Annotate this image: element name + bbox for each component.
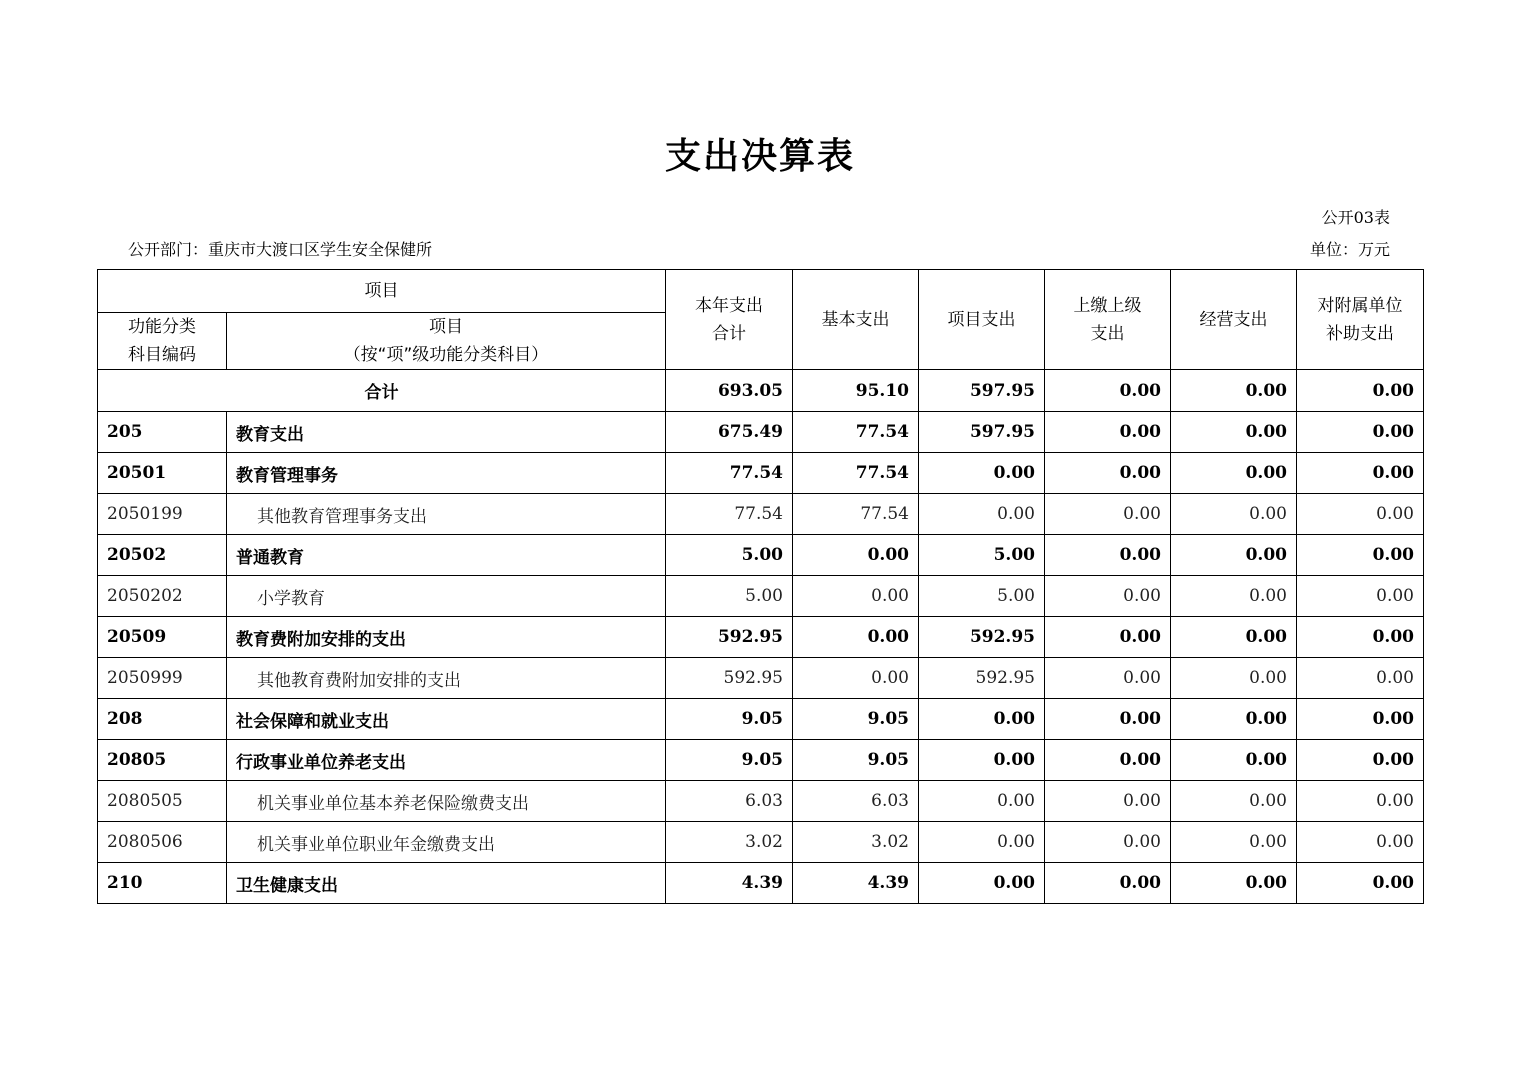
cell-business: 0.00 <box>1171 863 1297 904</box>
cell-code: 20502 <box>98 535 227 576</box>
cell-subsidy: 0.00 <box>1297 412 1424 453</box>
header-code-line2: 科目编码 <box>128 345 196 365</box>
cell-upper: 0.00 <box>1045 740 1171 781</box>
cell-name: 小学教育 <box>227 576 666 617</box>
total-project: 597.95 <box>919 370 1045 412</box>
cell-project: 592.95 <box>919 658 1045 699</box>
cell-project: 597.95 <box>919 412 1045 453</box>
header-code-line1: 功能分类 <box>128 317 196 337</box>
table-row <box>98 535 1424 576</box>
header-upper-line1: 上缴上级 <box>1073 295 1142 316</box>
cell-business: 0.00 <box>1171 658 1297 699</box>
cell-total: 77.54 <box>666 494 793 535</box>
cell-upper: 0.00 <box>1045 699 1171 740</box>
header-total-line2: 合计 <box>712 323 746 344</box>
cell-subsidy: 0.00 <box>1297 617 1424 658</box>
cell-name: 卫生健康支出 <box>227 863 666 904</box>
cell-total: 5.00 <box>666 576 793 617</box>
cell-subsidy: 0.00 <box>1297 535 1424 576</box>
table-row <box>98 822 1424 863</box>
cell-project: 0.00 <box>919 740 1045 781</box>
cell-upper: 0.00 <box>1045 863 1171 904</box>
cell-name: 行政事业单位养老支出 <box>227 740 666 781</box>
header-code <box>98 313 227 370</box>
cell-business: 0.00 <box>1171 576 1297 617</box>
cell-business: 0.00 <box>1171 699 1297 740</box>
cell-basic: 77.54 <box>793 412 919 453</box>
cell-total: 6.03 <box>666 781 793 822</box>
cell-business: 0.00 <box>1171 412 1297 453</box>
cell-basic: 0.00 <box>793 617 919 658</box>
cell-project: 5.00 <box>919 576 1045 617</box>
cell-upper: 0.00 <box>1045 658 1171 699</box>
cell-upper: 0.00 <box>1045 412 1171 453</box>
cell-name: 机关事业单位基本养老保险缴费支出 <box>227 781 666 822</box>
header-name <box>227 313 666 370</box>
table-row <box>98 617 1424 658</box>
header-upper <box>1045 270 1171 370</box>
header-row-1 <box>98 270 1424 313</box>
cell-basic: 9.05 <box>793 699 919 740</box>
cell-name: 教育管理事务 <box>227 453 666 494</box>
cell-code: 2050202 <box>98 576 227 617</box>
cell-upper: 0.00 <box>1045 822 1171 863</box>
cell-project: 0.00 <box>919 863 1045 904</box>
cell-subsidy: 0.00 <box>1297 822 1424 863</box>
cell-name: 其他教育费附加安排的支出 <box>227 658 666 699</box>
table-row <box>98 699 1424 740</box>
table-row <box>98 781 1424 822</box>
cell-business: 0.00 <box>1171 740 1297 781</box>
total-label: 合计 <box>98 370 666 412</box>
cell-basic: 77.54 <box>793 494 919 535</box>
cell-business: 0.00 <box>1171 822 1297 863</box>
header-item: 项目 <box>98 270 666 313</box>
table-row <box>98 412 1424 453</box>
cell-subsidy: 0.00 <box>1297 740 1424 781</box>
header-total <box>666 270 793 370</box>
cell-code: 2080506 <box>98 822 227 863</box>
cell-business: 0.00 <box>1171 617 1297 658</box>
cell-code: 2050999 <box>98 658 227 699</box>
table-row <box>98 863 1424 904</box>
cell-project: 5.00 <box>919 535 1045 576</box>
cell-code: 2080505 <box>98 781 227 822</box>
cell-upper: 0.00 <box>1045 535 1171 576</box>
cell-name: 普通教育 <box>227 535 666 576</box>
cell-subsidy: 0.00 <box>1297 453 1424 494</box>
cell-total: 77.54 <box>666 453 793 494</box>
header-subsidy-line1: 对附属单位 <box>1317 295 1403 316</box>
cell-project: 0.00 <box>919 822 1045 863</box>
unit-label: 单位：万元 <box>1309 240 1390 259</box>
cell-total: 4.39 <box>666 863 793 904</box>
cell-project: 0.00 <box>919 453 1045 494</box>
form-number: 公开03表 <box>1321 208 1390 227</box>
cell-total: 592.95 <box>666 617 793 658</box>
cell-name: 机关事业单位职业年金缴费支出 <box>227 822 666 863</box>
cell-subsidy: 0.00 <box>1297 699 1424 740</box>
cell-code: 2050199 <box>98 494 227 535</box>
cell-upper: 0.00 <box>1045 576 1171 617</box>
header-subsidy <box>1297 270 1424 370</box>
table-row <box>98 740 1424 781</box>
table-row <box>98 658 1424 699</box>
header-business: 经营支出 <box>1171 270 1297 370</box>
cell-total: 592.95 <box>666 658 793 699</box>
department-label: 公开部门：重庆市大渡口区学生安全保健所 <box>128 240 433 259</box>
cell-basic: 0.00 <box>793 576 919 617</box>
header-name-line2: （按“项”级功能分类科目） <box>343 345 549 365</box>
cell-upper: 0.00 <box>1045 494 1171 535</box>
cell-name: 教育支出 <box>227 412 666 453</box>
cell-business: 0.00 <box>1171 781 1297 822</box>
table-row <box>98 453 1424 494</box>
total-row <box>98 370 1424 412</box>
cell-basic: 4.39 <box>793 863 919 904</box>
cell-project: 0.00 <box>919 781 1045 822</box>
cell-business: 0.00 <box>1171 494 1297 535</box>
total-basic: 95.10 <box>793 370 919 412</box>
cell-code: 208 <box>98 699 227 740</box>
total-total: 693.05 <box>666 370 793 412</box>
cell-subsidy: 0.00 <box>1297 494 1424 535</box>
cell-basic: 6.03 <box>793 781 919 822</box>
cell-code: 210 <box>98 863 227 904</box>
cell-code: 205 <box>98 412 227 453</box>
total-business: 0.00 <box>1171 370 1297 412</box>
cell-name: 社会保障和就业支出 <box>227 699 666 740</box>
cell-basic: 0.00 <box>793 535 919 576</box>
cell-subsidy: 0.00 <box>1297 658 1424 699</box>
header-upper-line2: 支出 <box>1090 323 1125 344</box>
cell-code: 20509 <box>98 617 227 658</box>
cell-total: 675.49 <box>666 412 793 453</box>
header-basic: 基本支出 <box>793 270 919 370</box>
cell-upper: 0.00 <box>1045 617 1171 658</box>
header-total-line1: 本年支出 <box>695 295 763 316</box>
header-name-line1: 项目 <box>429 317 463 337</box>
page-title: 支出决算表 <box>664 136 855 177</box>
cell-upper: 0.00 <box>1045 781 1171 822</box>
cell-basic: 9.05 <box>793 740 919 781</box>
cell-total: 9.05 <box>666 740 793 781</box>
cell-subsidy: 0.00 <box>1297 576 1424 617</box>
cell-subsidy: 0.00 <box>1297 863 1424 904</box>
cell-business: 0.00 <box>1171 453 1297 494</box>
cell-basic: 3.02 <box>793 822 919 863</box>
table-row <box>98 494 1424 535</box>
cell-total: 9.05 <box>666 699 793 740</box>
expenditure-table <box>97 269 1424 904</box>
cell-basic: 77.54 <box>793 453 919 494</box>
cell-name: 教育费附加安排的支出 <box>227 617 666 658</box>
table-row <box>98 576 1424 617</box>
total-upper: 0.00 <box>1045 370 1171 412</box>
cell-code: 20805 <box>98 740 227 781</box>
cell-total: 3.02 <box>666 822 793 863</box>
header-subsidy-line2: 补助支出 <box>1326 323 1394 344</box>
cell-basic: 0.00 <box>793 658 919 699</box>
cell-name: 其他教育管理事务支出 <box>227 494 666 535</box>
cell-business: 0.00 <box>1171 535 1297 576</box>
cell-project: 592.95 <box>919 617 1045 658</box>
cell-total: 5.00 <box>666 535 793 576</box>
cell-upper: 0.00 <box>1045 453 1171 494</box>
header-project: 项目支出 <box>919 270 1045 370</box>
cell-subsidy: 0.00 <box>1297 781 1424 822</box>
cell-project: 0.00 <box>919 494 1045 535</box>
cell-project: 0.00 <box>919 699 1045 740</box>
total-subsidy: 0.00 <box>1297 370 1424 412</box>
cell-code: 20501 <box>98 453 227 494</box>
